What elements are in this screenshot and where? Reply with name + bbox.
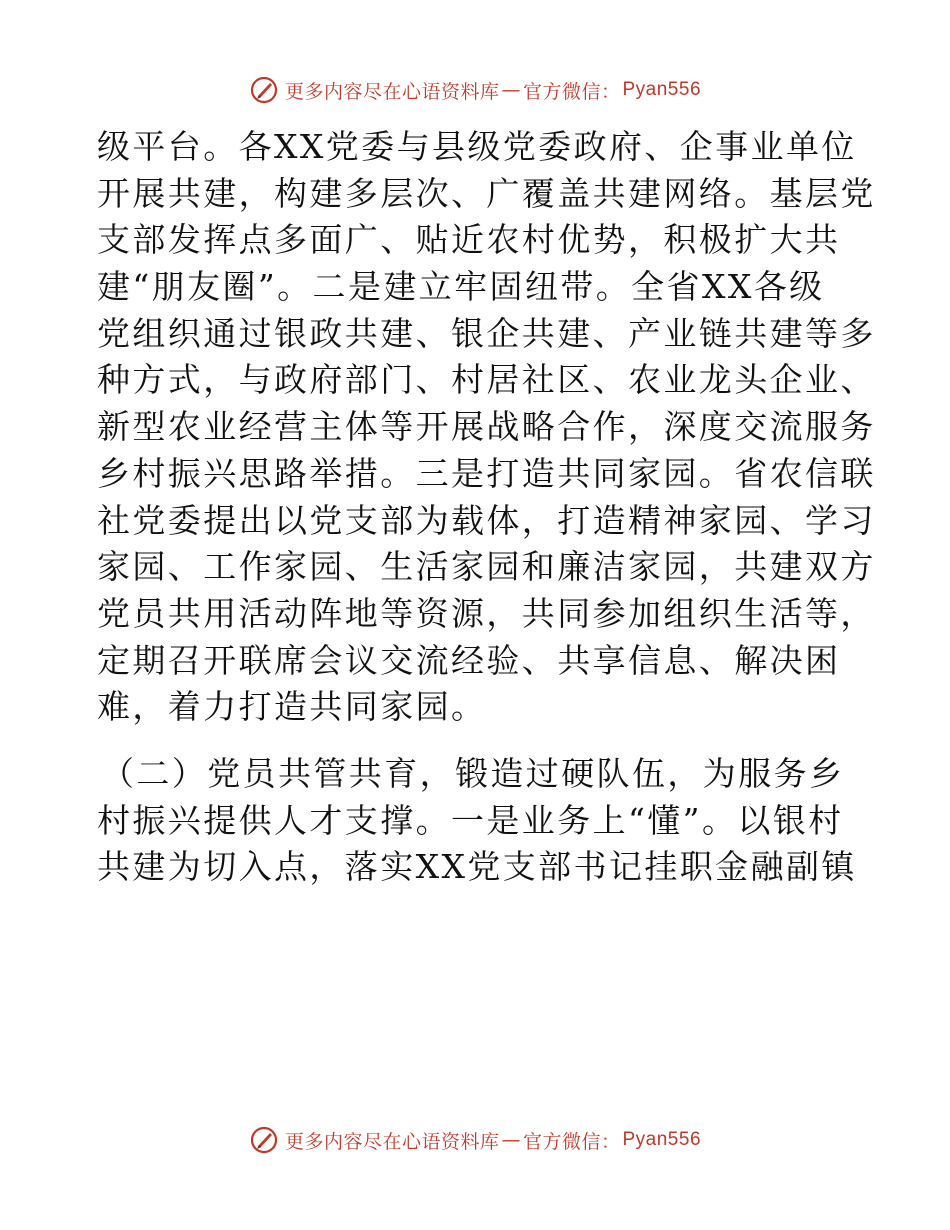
watermark-wechat-id: Pyan556 [622, 79, 702, 100]
header-watermark [0, 70, 950, 110]
text-line: 村振兴提供人才支撑。一是业务上“懂”。以银村 [97, 800, 844, 840]
text-line: 支部发挥点多面广、贴近农村优势，积极扩大共 [97, 220, 841, 260]
watermark-main-text: 更多内容尽在心语资料库 [284, 1130, 500, 1153]
quill-seal-icon [249, 75, 279, 105]
text-line: 社党委提出以党支部为载体，打造精神家园、学习 [97, 500, 876, 540]
quill-seal-icon [249, 1125, 279, 1155]
text-line: 定期召开联席会议交流经验、共享信息、解决困 [97, 640, 841, 680]
footer-watermark [0, 1120, 950, 1160]
text-line: 建“朋友圈”。二是建立牢固纽带。全省XX各级 [97, 267, 825, 307]
watermark-separator: — [501, 1129, 521, 1151]
text-line: 共建为切入点，落实XX党支部书记挂职金融副镇 [97, 847, 857, 887]
paragraph [97, 124, 876, 731]
text-line: 党组织通过银政共建、银企共建、产业链共建等多 [97, 313, 876, 353]
text-line: 开展共建，构建多层次、广覆盖共建网络。基层党 [97, 173, 876, 213]
watermark-separator: — [501, 79, 521, 101]
text-line: 难，着力打造共同家园。 [97, 687, 487, 727]
watermark-wechat-label: 官方微信： [522, 1130, 621, 1153]
text-line: 家园、工作家园、生活家园和廉洁家园，共建双方 [97, 547, 876, 587]
watermark-wechat-id: Pyan556 [622, 1129, 702, 1150]
paragraph [97, 751, 857, 891]
section-heading-line: （二）党员共管共育，锻造过硬队伍，为服务乡 [101, 753, 845, 793]
watermark-main-text: 更多内容尽在心语资料库 [284, 80, 500, 103]
text-line: 级平台。各XX党委与县级党委政府、企事业单位 [97, 127, 857, 166]
text-line: 新型农业经营主体等开展战略合作，深度交流服务 [97, 407, 876, 447]
watermark-wechat-label: 官方微信： [522, 80, 621, 103]
text-line: 党员共用活动阵地等资源，共同参加组织生活等， [97, 593, 876, 633]
document-body [97, 124, 876, 891]
text-line: 种方式，与政府部门、村居社区、农业龙头企业、 [97, 360, 876, 400]
text-line: 乡村振兴思路举措。三是打造共同家园。省农信联 [97, 453, 876, 493]
